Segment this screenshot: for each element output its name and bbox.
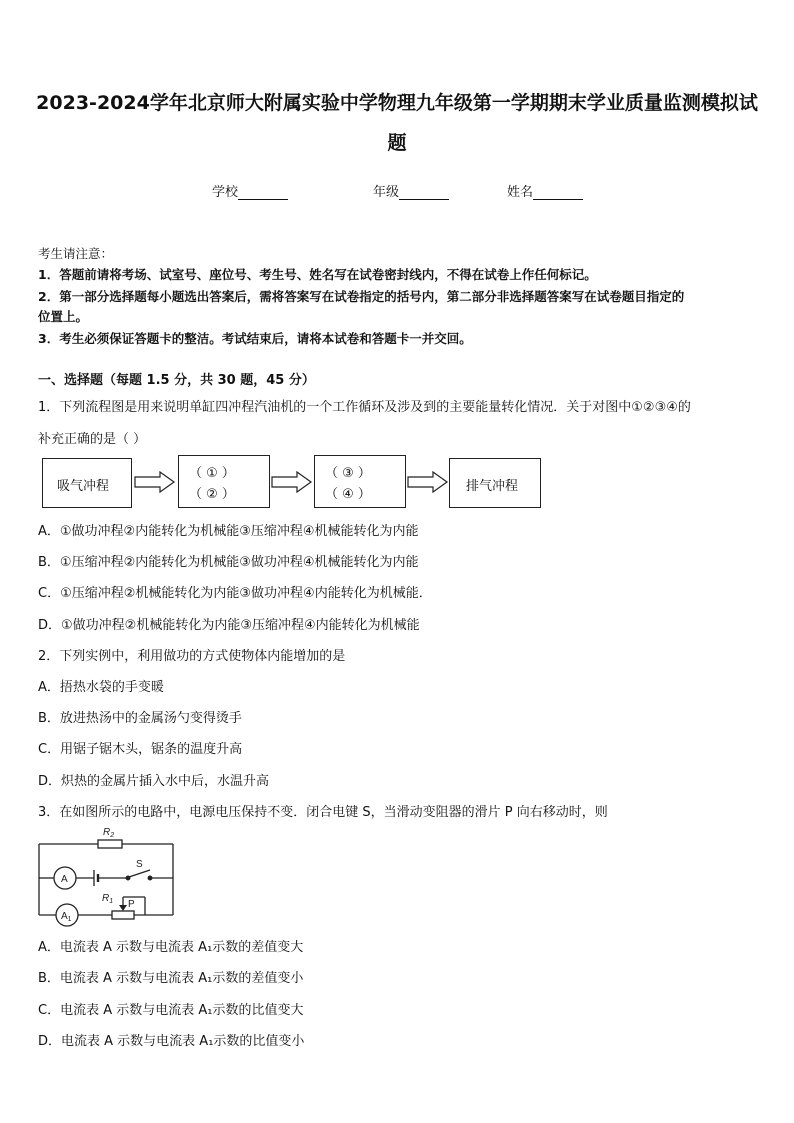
flow-box-blank-1: （ ① ）	[189, 466, 235, 481]
school-blank	[238, 186, 288, 200]
flow-box-blank-4: （ ④ ）	[325, 487, 371, 502]
flow-box-intake	[42, 458, 132, 508]
r1-label: $R_1$	[102, 893, 114, 905]
school-label: 学校	[212, 185, 239, 200]
q1-stem-cont: 补充正确的是（ ）	[38, 432, 147, 447]
q3-option-a: A．电流表 A 示数与电流表 A₁示数的差值变大	[38, 940, 304, 955]
flow-box-blank-2: （ ② ）	[189, 487, 235, 502]
flow-arrow-icon	[134, 471, 176, 493]
flow-box-stroke-2	[178, 455, 270, 508]
grade-blank	[399, 186, 449, 200]
q2-option-c: C．用锯子锯木头，锯条的温度升高	[38, 742, 243, 757]
q1-option-a: A．①做功冲程②内能转化为机械能③压缩冲程④机械能转化为内能	[38, 524, 419, 539]
page-title-continued: 题	[387, 132, 407, 154]
grade-field	[373, 181, 449, 200]
notice-item-1: 1．答题前请将考场、试室号、座位号、考生号、姓名写在试卷密封线内，不得在试卷上作任何标记。	[38, 267, 597, 282]
flow-box-exhaust	[449, 458, 541, 508]
r2-label: $R_2$	[103, 827, 115, 839]
page-title: 2023-2024学年北京师大附属实验中学物理九年级第一学期期末学业质量监测模拟试	[36, 92, 758, 114]
q1-stem: 1．下列流程图是用来说明单缸四冲程汽油机的一个工作循环及涉及到的主要能量转化情况．关于对图中①②③④的	[38, 400, 691, 415]
q2-option-b: B．放进热汤中的金属汤勺变得烫手	[38, 711, 242, 726]
name-field	[507, 181, 583, 200]
flow-box-intake-label: 吸气冲程	[57, 479, 110, 494]
q3-circuit-diagram	[30, 824, 180, 928]
q3-option-b: B．电流表 A 示数与电流表 A₁示数的差值变小	[38, 971, 304, 986]
section-heading: 一、选择题（每题 1.5 分，共 30 题，45 分）	[38, 373, 315, 388]
slider-arrow-icon	[119, 905, 127, 911]
q1-option-b: B．①压缩冲程②内能转化为机械能③做功冲程④机械能转化为内能	[38, 555, 419, 570]
q1-option-c: C．①压缩冲程②机械能转化为内能③做功冲程④内能转化为机械能．	[38, 586, 432, 601]
flow-arrow-icon	[407, 471, 449, 493]
school-field	[212, 181, 288, 200]
flow-box-stroke-3	[314, 455, 406, 508]
q1-option-d: D．①做功冲程②机械能转化为内能③压缩冲程④内能转化为机械能	[38, 618, 420, 633]
flow-box-blank-3: （ ③ ）	[325, 466, 371, 481]
q3-stem: 3．在如图所示的电路中，电源电压保持不变．闭合电键 S，当滑动变阻器的滑片 P 向右移动时，则	[38, 805, 608, 820]
grade-label: 年级	[373, 185, 400, 200]
slider-p-label: P	[128, 899, 135, 910]
ammeter-a1-label: $A_1$	[61, 911, 72, 923]
flow-arrow-icon	[271, 471, 313, 493]
notice-item-2-cont: 位置上。	[38, 309, 89, 324]
notice-item-3: 3．考生必须保证答题卡的整洁。考试结束后，请将本试卷和答题卡一并交回。	[38, 331, 472, 346]
q3-option-d: D．电流表 A 示数与电流表 A₁示数的比值变小	[38, 1034, 305, 1049]
q2-option-a: A．捂热水袋的手变暖	[38, 680, 164, 695]
name-blank	[533, 186, 583, 200]
notice-item-2: 2．第一部分选择题每小题选出答案后，需将答案写在试卷指定的括号内，第二部分非选择题答案写在试卷题目指定的	[38, 289, 685, 304]
switch-label: S	[136, 859, 143, 870]
q3-option-c: C．电流表 A 示数与电流表 A₁示数的比值变大	[38, 1003, 304, 1018]
notice-heading: 考生请注意：	[38, 246, 114, 261]
flow-box-exhaust-label: 排气冲程	[466, 479, 519, 494]
q2-option-d: D．炽热的金属片插入水中后，水温升高	[38, 774, 270, 789]
ammeter-a-label: A	[61, 874, 68, 885]
name-label: 姓名	[507, 185, 534, 200]
q2-stem: 2．下列实例中，利用做功的方式使物体内能增加的是	[38, 649, 346, 664]
